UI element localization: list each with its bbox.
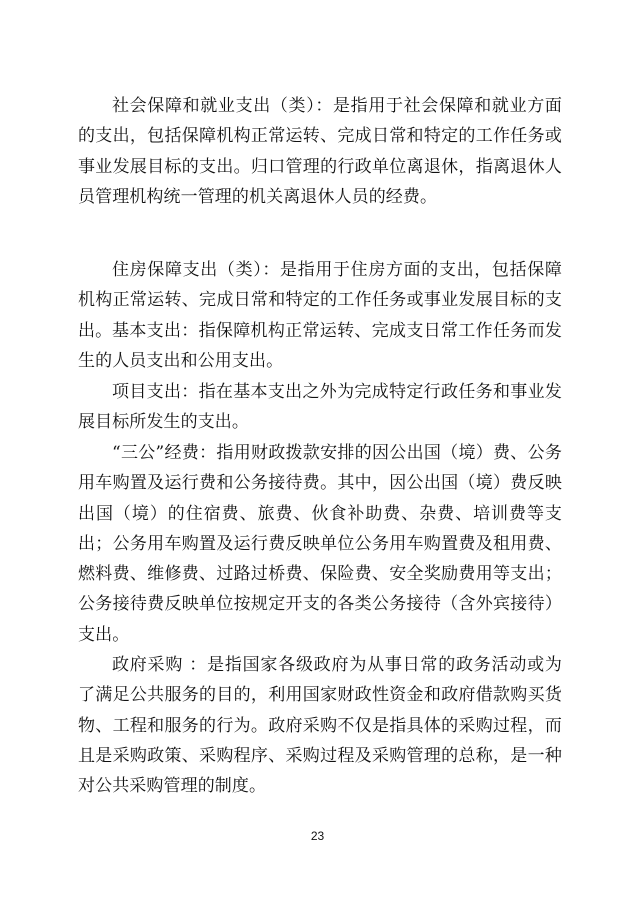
paragraph-three-public-expenses: “三公”经费：指用财政拨款安排的因公出国（境）费、公务用车购置及运行费和公务接待费。其中，因公出国（境）费反映出国（境）的住宿费、旅费、伙食补助费、杂费、培训费等支出；公务用车购置及运行费反映单位公务用车购置费及租用费、燃料费、维修费、过路过桥费、保险费、安全奖励费用等支出；公务接待费反映单位按规定开支的各类公务接待（含外宾接待）支出。	[78, 443, 562, 645]
paragraph-government-procurement: 政府采购 ：是指国家各级政府为从事日常的政务活动或为了满足公共服务的目的，利用国家财政性资金和政府借款购买货物、工程和服务的行为。政府采购不仅是指具体的采购过程，而且是采购政策、采购程序、采购过程及采购管理的总称，是一种对公共采购管理的制度。	[78, 655, 562, 797]
paragraph-basic-expenditure: 基本支出：指保障机构正常运转、完成支日常工作任务而发生的人员支出和公用支出。	[78, 321, 562, 372]
paragraph-housing-security-expenditure: 住房保障支出（类）：是指用于住房方面的支出，包括保障机构正常运转、完成日常和特定的工作任务或事业发展目标的支出。	[78, 260, 562, 341]
paragraph-project-expenditure: 项目支出：指在基本支出之外为完成特定行政任务和事业发展目标所发生的支出。	[78, 382, 562, 433]
paragraph-social-security-expenditure: 社会保障和就业支出（类）：是指用于社会保障和就业方面的支出，包括保障机构正常运转、完成日常和特定的工作任务或事业发展目标的支出。归口管理的行政单位离退休，指离退休人员管理机构统一管理的机关离退休人员的经费。	[78, 96, 562, 207]
page-number: 23	[310, 829, 325, 843]
